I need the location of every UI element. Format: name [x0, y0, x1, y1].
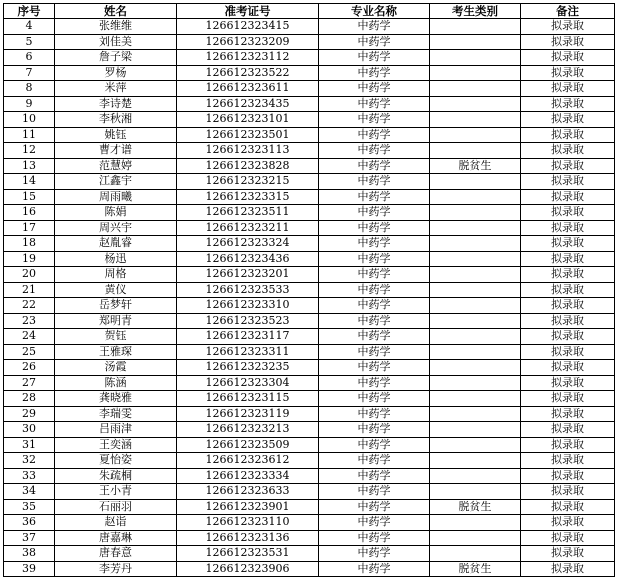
cell-remark: 拟录取 [521, 34, 615, 50]
cell-serial-number: 17 [4, 220, 55, 236]
cell-name: 岳梦轩 [55, 298, 177, 314]
cell-name: 陈娟 [55, 205, 177, 221]
cell-candidate-category [430, 453, 521, 469]
cell-exam-ticket-number: 126612323633 [177, 484, 319, 500]
cell-major: 中药学 [319, 360, 430, 376]
cell-major: 中药学 [319, 406, 430, 422]
header-serial-number: 序号 [4, 4, 55, 19]
cell-major: 中药学 [319, 19, 430, 35]
cell-name: 赵诣 [55, 515, 177, 531]
cell-candidate-category [430, 422, 521, 438]
cell-serial-number: 18 [4, 236, 55, 252]
cell-exam-ticket-number: 126612323119 [177, 406, 319, 422]
cell-remark: 拟录取 [521, 251, 615, 267]
cell-exam-ticket-number: 126612323501 [177, 127, 319, 143]
cell-remark: 拟录取 [521, 174, 615, 190]
cell-serial-number: 21 [4, 282, 55, 298]
header-remark: 备注 [521, 4, 615, 19]
cell-major: 中药学 [319, 344, 430, 360]
cell-name: 唐春意 [55, 546, 177, 562]
cell-serial-number: 36 [4, 515, 55, 531]
cell-remark: 拟录取 [521, 81, 615, 97]
cell-serial-number: 33 [4, 468, 55, 484]
cell-major: 中药学 [319, 422, 430, 438]
cell-candidate-category [430, 189, 521, 205]
cell-major: 中药学 [319, 65, 430, 81]
cell-major: 中药学 [319, 127, 430, 143]
cell-candidate-category [430, 391, 521, 407]
cell-remark: 拟录取 [521, 391, 615, 407]
cell-name: 汤霞 [55, 360, 177, 376]
cell-exam-ticket-number: 126612323436 [177, 251, 319, 267]
cell-candidate-category [430, 236, 521, 252]
cell-name: 赵胤睿 [55, 236, 177, 252]
cell-name: 李瑞雯 [55, 406, 177, 422]
table-row [4, 127, 615, 143]
cell-remark: 拟录取 [521, 127, 615, 143]
cell-exam-ticket-number: 126612323828 [177, 158, 319, 174]
table-row [4, 282, 615, 298]
cell-serial-number: 35 [4, 499, 55, 515]
cell-major: 中药学 [319, 298, 430, 314]
cell-remark: 拟录取 [521, 189, 615, 205]
cell-name: 黄仪 [55, 282, 177, 298]
table-row [4, 19, 615, 35]
cell-exam-ticket-number: 126612323334 [177, 468, 319, 484]
cell-candidate-category [430, 437, 521, 453]
cell-candidate-category [430, 515, 521, 531]
cell-exam-ticket-number: 126612323611 [177, 81, 319, 97]
cell-major: 中药学 [319, 96, 430, 112]
cell-major: 中药学 [319, 530, 430, 546]
cell-remark: 拟录取 [521, 112, 615, 128]
table-row [4, 344, 615, 360]
cell-remark: 拟录取 [521, 530, 615, 546]
cell-remark: 拟录取 [521, 422, 615, 438]
cell-name: 王奕涵 [55, 437, 177, 453]
table-row [4, 158, 615, 174]
cell-name: 杨迅 [55, 251, 177, 267]
cell-name: 李芳丹 [55, 561, 177, 577]
cell-name: 江鑫宇 [55, 174, 177, 190]
cell-candidate-category [430, 375, 521, 391]
cell-candidate-category: 脱贫生 [430, 561, 521, 577]
header-row [4, 4, 615, 19]
cell-exam-ticket-number: 126612323110 [177, 515, 319, 531]
table-row [4, 313, 615, 329]
cell-exam-ticket-number: 126612323324 [177, 236, 319, 252]
cell-major: 中药学 [319, 561, 430, 577]
cell-candidate-category [430, 282, 521, 298]
cell-serial-number: 39 [4, 561, 55, 577]
cell-major: 中药学 [319, 267, 430, 283]
cell-remark: 拟录取 [521, 375, 615, 391]
cell-remark: 拟录取 [521, 484, 615, 500]
cell-name: 周格 [55, 267, 177, 283]
cell-remark: 拟录取 [521, 437, 615, 453]
cell-major: 中药学 [319, 329, 430, 345]
cell-name: 朱疏桐 [55, 468, 177, 484]
cell-name: 唐嘉琳 [55, 530, 177, 546]
cell-candidate-category [430, 65, 521, 81]
cell-serial-number: 14 [4, 174, 55, 190]
cell-remark: 拟录取 [521, 65, 615, 81]
table-row [4, 205, 615, 221]
cell-name: 石丽羽 [55, 499, 177, 515]
cell-serial-number: 6 [4, 50, 55, 66]
cell-candidate-category: 脱贫生 [430, 499, 521, 515]
cell-exam-ticket-number: 126612323511 [177, 205, 319, 221]
table-row [4, 453, 615, 469]
cell-candidate-category [430, 360, 521, 376]
cell-remark: 拟录取 [521, 236, 615, 252]
cell-name: 李诗楚 [55, 96, 177, 112]
cell-major: 中药学 [319, 391, 430, 407]
cell-serial-number: 25 [4, 344, 55, 360]
cell-remark: 拟录取 [521, 360, 615, 376]
cell-remark: 拟录取 [521, 499, 615, 515]
cell-major: 中药学 [319, 174, 430, 190]
cell-remark: 拟录取 [521, 329, 615, 345]
cell-serial-number: 27 [4, 375, 55, 391]
cell-remark: 拟录取 [521, 546, 615, 562]
cell-exam-ticket-number: 126612323215 [177, 174, 319, 190]
cell-exam-ticket-number: 126612323612 [177, 453, 319, 469]
cell-remark: 拟录取 [521, 515, 615, 531]
table-row [4, 468, 615, 484]
cell-major: 中药学 [319, 282, 430, 298]
cell-candidate-category [430, 143, 521, 159]
cell-exam-ticket-number: 126612323136 [177, 530, 319, 546]
cell-major: 中药学 [319, 205, 430, 221]
cell-name: 曹才谱 [55, 143, 177, 159]
cell-serial-number: 31 [4, 437, 55, 453]
cell-major: 中药学 [319, 112, 430, 128]
cell-exam-ticket-number: 126612323304 [177, 375, 319, 391]
table-row [4, 96, 615, 112]
cell-serial-number: 29 [4, 406, 55, 422]
cell-exam-ticket-number: 126612323509 [177, 437, 319, 453]
cell-candidate-category [430, 112, 521, 128]
cell-exam-ticket-number: 126612323901 [177, 499, 319, 515]
cell-remark: 拟录取 [521, 561, 615, 577]
cell-candidate-category [430, 329, 521, 345]
cell-exam-ticket-number: 126612323315 [177, 189, 319, 205]
cell-serial-number: 10 [4, 112, 55, 128]
table-row [4, 236, 615, 252]
cell-exam-ticket-number: 126612323113 [177, 143, 319, 159]
cell-remark: 拟录取 [521, 143, 615, 159]
cell-major: 中药学 [319, 189, 430, 205]
header-name: 姓名 [55, 4, 177, 19]
cell-candidate-category [430, 50, 521, 66]
table-row [4, 499, 615, 515]
table-row [4, 298, 615, 314]
cell-serial-number: 16 [4, 205, 55, 221]
cell-remark: 拟录取 [521, 205, 615, 221]
cell-serial-number: 19 [4, 251, 55, 267]
cell-remark: 拟录取 [521, 96, 615, 112]
cell-name: 龚晓雅 [55, 391, 177, 407]
table-row [4, 391, 615, 407]
table-row [4, 251, 615, 267]
cell-serial-number: 9 [4, 96, 55, 112]
cell-major: 中药学 [319, 375, 430, 391]
cell-major: 中药学 [319, 81, 430, 97]
cell-name: 周兴宇 [55, 220, 177, 236]
cell-exam-ticket-number: 126612323112 [177, 50, 319, 66]
cell-major: 中药学 [319, 251, 430, 267]
cell-candidate-category [430, 468, 521, 484]
cell-serial-number: 32 [4, 453, 55, 469]
cell-candidate-category [430, 344, 521, 360]
cell-major: 中药学 [319, 546, 430, 562]
cell-major: 中药学 [319, 515, 430, 531]
table-header [4, 4, 615, 19]
cell-major: 中药学 [319, 313, 430, 329]
table-row [4, 34, 615, 50]
cell-candidate-category [430, 406, 521, 422]
table-row [4, 189, 615, 205]
cell-exam-ticket-number: 126612323213 [177, 422, 319, 438]
table-row [4, 561, 615, 577]
cell-candidate-category [430, 174, 521, 190]
cell-remark: 拟录取 [521, 50, 615, 66]
cell-name: 吕雨津 [55, 422, 177, 438]
cell-exam-ticket-number: 126612323522 [177, 65, 319, 81]
table-row [4, 143, 615, 159]
cell-name: 詹子梁 [55, 50, 177, 66]
cell-candidate-category [430, 313, 521, 329]
cell-candidate-category [430, 81, 521, 97]
cell-remark: 拟录取 [521, 406, 615, 422]
cell-candidate-category [430, 19, 521, 35]
cell-name: 周雨曦 [55, 189, 177, 205]
cell-serial-number: 34 [4, 484, 55, 500]
table-row [4, 406, 615, 422]
cell-exam-ticket-number: 126612323531 [177, 546, 319, 562]
cell-major: 中药学 [319, 468, 430, 484]
cell-exam-ticket-number: 126612323209 [177, 34, 319, 50]
cell-candidate-category [430, 530, 521, 546]
cell-name: 陈涵 [55, 375, 177, 391]
cell-exam-ticket-number: 126612323201 [177, 267, 319, 283]
cell-name: 刘佳美 [55, 34, 177, 50]
cell-remark: 拟录取 [521, 158, 615, 174]
table-row [4, 112, 615, 128]
cell-major: 中药学 [319, 499, 430, 515]
cell-serial-number: 37 [4, 530, 55, 546]
cell-remark: 拟录取 [521, 267, 615, 283]
table-row [4, 81, 615, 97]
table-row [4, 50, 615, 66]
cell-serial-number: 12 [4, 143, 55, 159]
cell-serial-number: 28 [4, 391, 55, 407]
cell-name: 李秋湘 [55, 112, 177, 128]
table-row [4, 329, 615, 345]
cell-candidate-category [430, 251, 521, 267]
cell-serial-number: 30 [4, 422, 55, 438]
table-row [4, 515, 615, 531]
cell-serial-number: 7 [4, 65, 55, 81]
cell-exam-ticket-number: 126612323101 [177, 112, 319, 128]
cell-exam-ticket-number: 126612323906 [177, 561, 319, 577]
cell-remark: 拟录取 [521, 453, 615, 469]
table-row [4, 484, 615, 500]
cell-major: 中药学 [319, 34, 430, 50]
cell-major: 中药学 [319, 50, 430, 66]
cell-name: 张维维 [55, 19, 177, 35]
cell-serial-number: 38 [4, 546, 55, 562]
cell-exam-ticket-number: 126612323211 [177, 220, 319, 236]
cell-major: 中药学 [319, 158, 430, 174]
cell-serial-number: 8 [4, 81, 55, 97]
cell-exam-ticket-number: 126612323533 [177, 282, 319, 298]
admission-table [3, 3, 615, 577]
table-row [4, 422, 615, 438]
cell-remark: 拟录取 [521, 313, 615, 329]
table-body [4, 19, 615, 577]
cell-serial-number: 13 [4, 158, 55, 174]
cell-major: 中药学 [319, 484, 430, 500]
cell-major: 中药学 [319, 143, 430, 159]
cell-candidate-category [430, 127, 521, 143]
table-row [4, 65, 615, 81]
cell-name: 米萍 [55, 81, 177, 97]
cell-name: 范慧婷 [55, 158, 177, 174]
cell-candidate-category: 脱贫生 [430, 158, 521, 174]
cell-candidate-category [430, 267, 521, 283]
table-row [4, 530, 615, 546]
table-row [4, 220, 615, 236]
cell-candidate-category [430, 484, 521, 500]
cell-name: 姚钰 [55, 127, 177, 143]
cell-serial-number: 20 [4, 267, 55, 283]
cell-serial-number: 4 [4, 19, 55, 35]
table-row [4, 267, 615, 283]
cell-name: 罗杨 [55, 65, 177, 81]
cell-name: 贺钰 [55, 329, 177, 345]
cell-exam-ticket-number: 126612323117 [177, 329, 319, 345]
admission-list [3, 3, 614, 577]
header-candidate-category: 考生类别 [430, 4, 521, 19]
cell-candidate-category [430, 220, 521, 236]
cell-major: 中药学 [319, 453, 430, 469]
cell-serial-number: 23 [4, 313, 55, 329]
header-exam-ticket-number: 准考证号 [177, 4, 319, 19]
cell-name: 郑明青 [55, 313, 177, 329]
cell-candidate-category [430, 34, 521, 50]
cell-remark: 拟录取 [521, 282, 615, 298]
cell-serial-number: 15 [4, 189, 55, 205]
cell-remark: 拟录取 [521, 344, 615, 360]
cell-name: 夏怡姿 [55, 453, 177, 469]
cell-exam-ticket-number: 126612323115 [177, 391, 319, 407]
cell-exam-ticket-number: 126612323310 [177, 298, 319, 314]
cell-major: 中药学 [319, 220, 430, 236]
cell-name: 王雅琛 [55, 344, 177, 360]
table-row [4, 360, 615, 376]
cell-serial-number: 24 [4, 329, 55, 345]
cell-exam-ticket-number: 126612323523 [177, 313, 319, 329]
cell-remark: 拟录取 [521, 19, 615, 35]
cell-remark: 拟录取 [521, 468, 615, 484]
cell-candidate-category [430, 546, 521, 562]
header-major: 专业名称 [319, 4, 430, 19]
cell-serial-number: 22 [4, 298, 55, 314]
cell-serial-number: 26 [4, 360, 55, 376]
table-row [4, 375, 615, 391]
table-row [4, 546, 615, 562]
cell-name: 王小青 [55, 484, 177, 500]
cell-remark: 拟录取 [521, 298, 615, 314]
cell-exam-ticket-number: 126612323311 [177, 344, 319, 360]
cell-major: 中药学 [319, 437, 430, 453]
cell-candidate-category [430, 205, 521, 221]
cell-remark: 拟录取 [521, 220, 615, 236]
cell-serial-number: 5 [4, 34, 55, 50]
table-row [4, 174, 615, 190]
cell-exam-ticket-number: 126612323435 [177, 96, 319, 112]
cell-candidate-category [430, 96, 521, 112]
cell-serial-number: 11 [4, 127, 55, 143]
cell-exam-ticket-number: 126612323235 [177, 360, 319, 376]
cell-exam-ticket-number: 126612323415 [177, 19, 319, 35]
table-row [4, 437, 615, 453]
cell-candidate-category [430, 298, 521, 314]
cell-major: 中药学 [319, 236, 430, 252]
